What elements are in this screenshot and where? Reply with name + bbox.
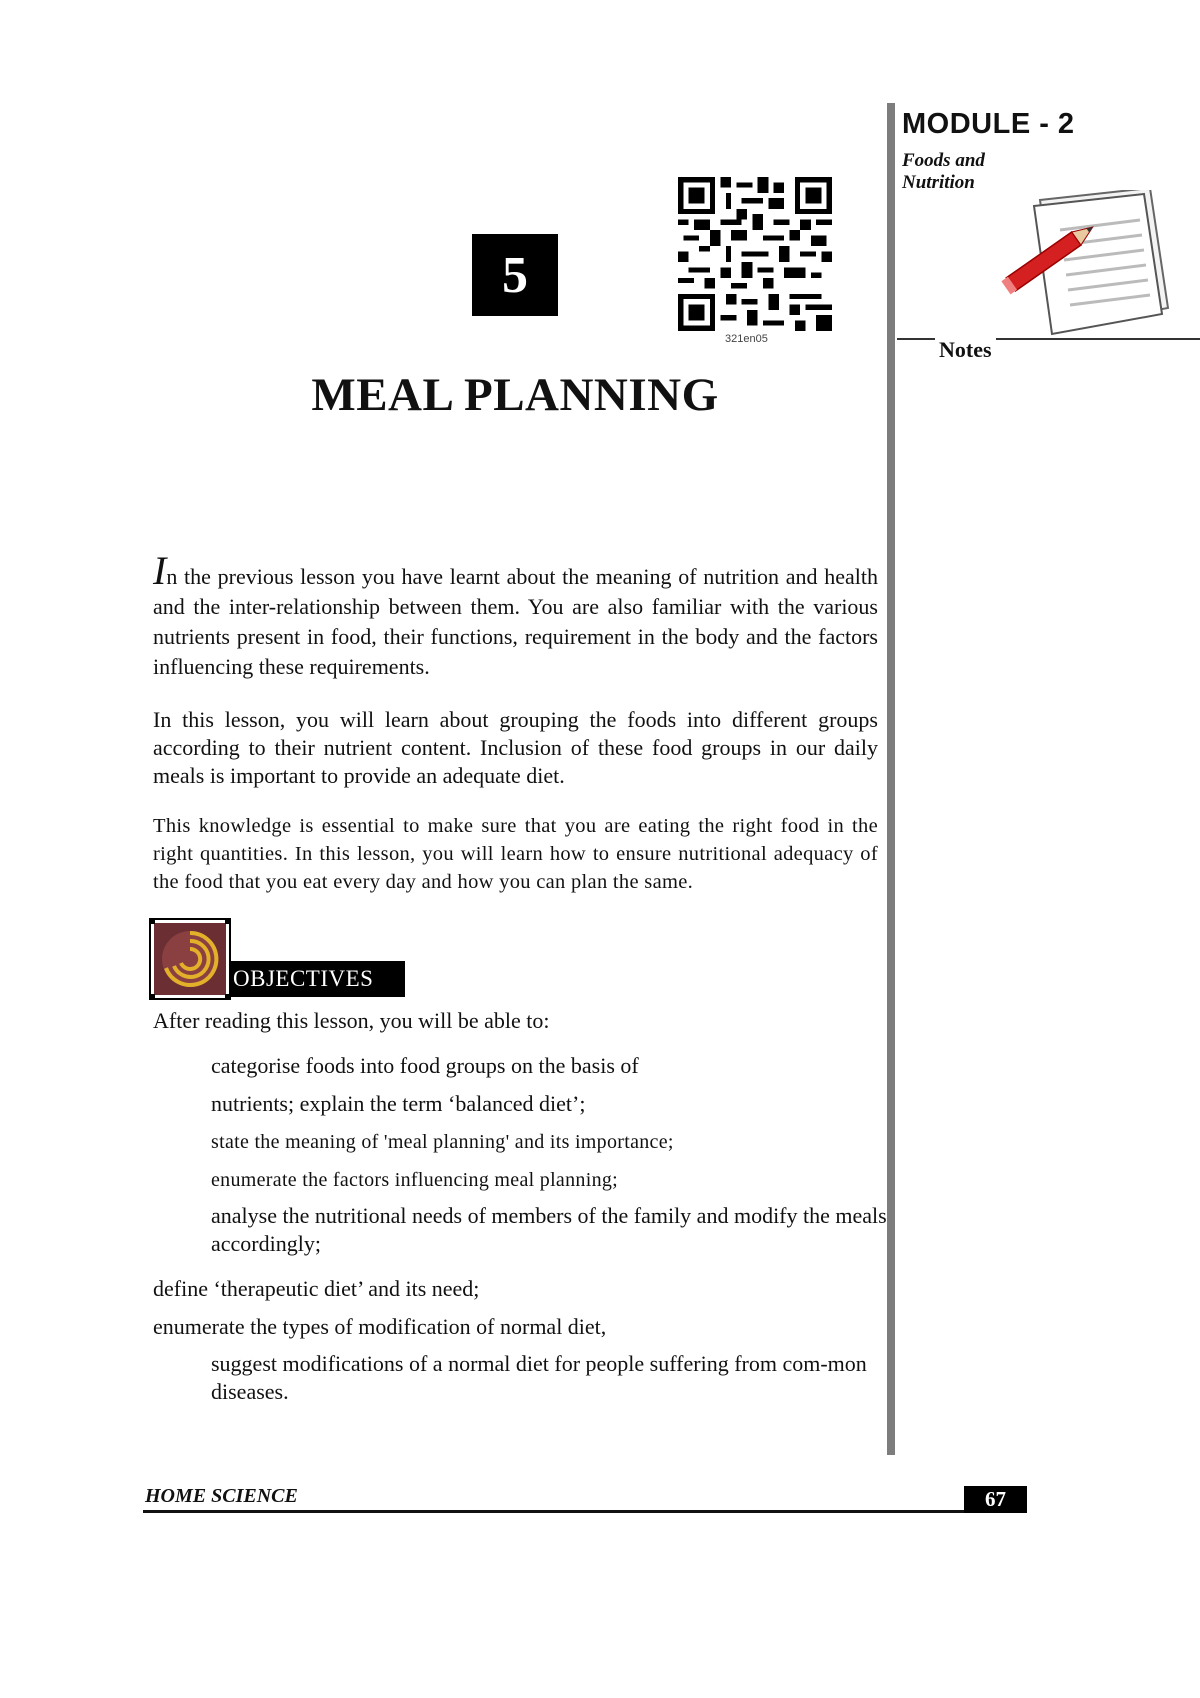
intro-paragraph-1 (153, 548, 878, 682)
objective-item: categorise foods into food groups on the basis of (211, 1053, 639, 1078)
page-number: 67 (964, 1486, 1027, 1513)
intro-paragraph-2: In this lesson, you will learn about grouping the foods into different groups according to their nutrient content. Inclusion of these food groups in our daily meals is important to provide an adequate diet. (153, 707, 878, 788)
footer-rule (143, 1510, 1023, 1513)
intro-paragraph-3: This knowledge is essential to make sure that you are eating the right food in the right quantities. In this lesson, you will learn how to ensure nutritional adequacy of the food that you eat every day and how you can plan the same. (153, 815, 878, 893)
objective-item: enumerate the types of modification of normal diet, (153, 1314, 607, 1339)
chapter-title: MEAL PLANNING (311, 369, 719, 421)
objective-item: nutrients; explain the term ‘balanced diet’; (211, 1091, 586, 1116)
objective-item: suggest modifications of a normal diet for people suffering from com-mon diseases. (211, 1351, 867, 1404)
objectives-intro: After reading this lesson, you will be able to: (153, 1008, 550, 1033)
module-title: MODULE - 2 (902, 108, 1075, 140)
qr-code-icon[interactable] (678, 177, 832, 331)
module-subtitle: Foods and Nutrition (902, 150, 985, 193)
intro-paragraph-1-text: n the previous lesson you have learnt about the meaning of nutrition and health and the inter-relationship between them. You are also familiar with the various nutrients present in food, their functions, requirement in the body and the factors influencing these requirements. (153, 564, 878, 679)
objectives-heading: OBJECTIVES (233, 966, 374, 991)
objective-item: define ‘therapeutic diet’ and its need; (153, 1276, 480, 1301)
footer-subject: HOME SCIENCE (145, 1485, 298, 1507)
drop-cap: I (153, 548, 167, 593)
qr-code-label: 321en05 (725, 333, 768, 345)
objective-item: enumerate the factors influencing meal planning; (211, 1169, 619, 1191)
notepad-pencil-icon (1000, 190, 1180, 360)
spiral-target-icon (149, 918, 231, 1000)
objective-item: state the meaning of 'meal planning' and its importance; (211, 1131, 674, 1153)
notes-label: Notes (935, 337, 996, 363)
chapter-number: 5 (472, 234, 558, 316)
objective-item: analyse the nutritional needs of members of the family and modify the meals accordingly; (211, 1203, 887, 1256)
